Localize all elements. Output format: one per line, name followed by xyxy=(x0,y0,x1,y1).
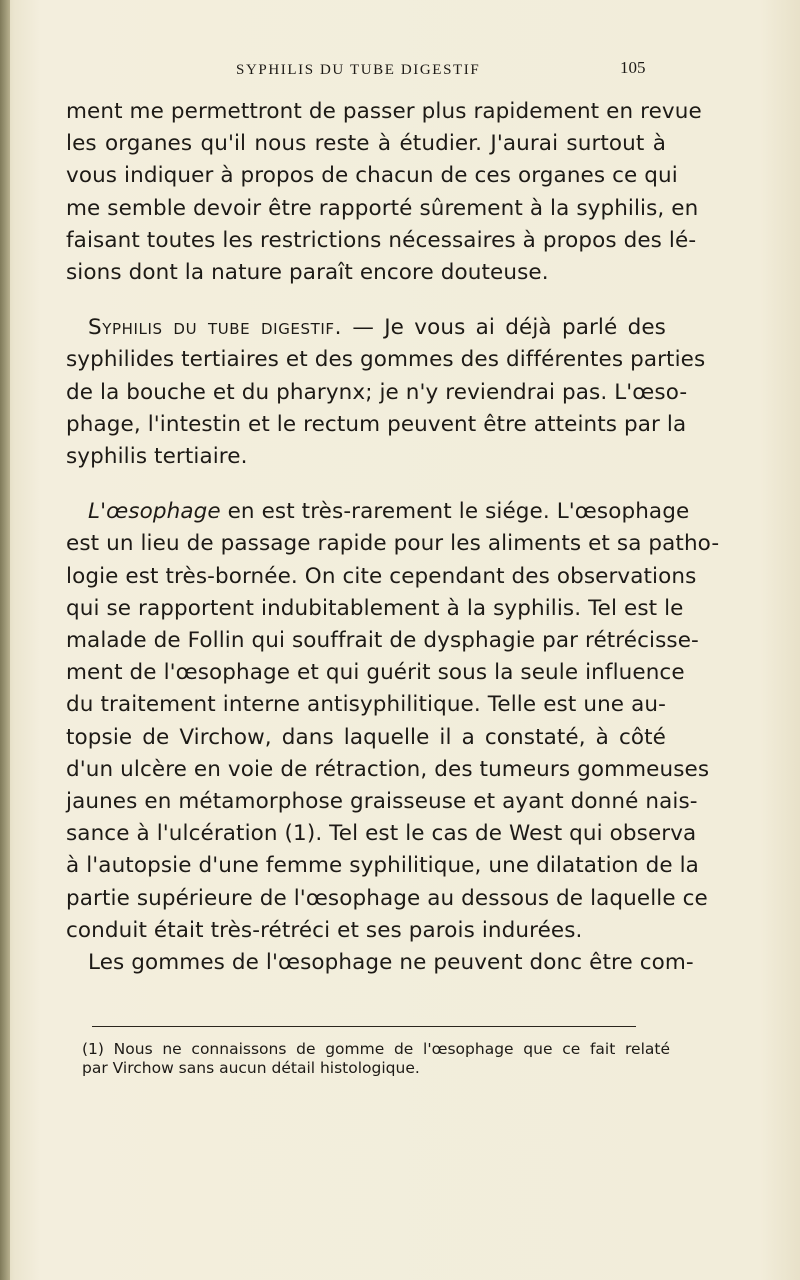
page-binding-edge xyxy=(0,0,10,1280)
text-line: ment de l'œsophage et qui guérit sous la seule influence xyxy=(66,660,685,686)
text-line: vous indiquer à propos de chacun de ces organes ce qui xyxy=(66,163,678,189)
footnote xyxy=(82,1040,670,1078)
text-line: syphilides tertiaires et des gommes des différentes parties xyxy=(66,347,706,373)
text-line: sions dont la nature paraît encore douteuse. xyxy=(66,260,549,286)
paragraph-1 xyxy=(66,96,702,289)
section-heading: Syphilis du tube digestif. xyxy=(88,315,343,341)
text-line: les organes qu'il nous reste à étudier. J'aurai surtout à xyxy=(66,131,666,157)
text-line: du traitement interne antisyphilitique. Telle est une au- xyxy=(66,692,666,718)
text-line: sance à l'ulcération (1). Tel est le cas de West qui observa xyxy=(66,821,697,847)
heading-line-rest: — Je vous ai déjà parlé des xyxy=(342,315,666,341)
text-line: partie supérieure de l'œsophage au dessous de laquelle ce xyxy=(66,885,708,911)
text-line: conduit était très-rétréci et ses parois indurées. xyxy=(66,917,583,943)
footnote-line: par Virchow sans aucun détail histologique. xyxy=(82,1059,420,1077)
body-text xyxy=(66,96,720,979)
page-number: 105 xyxy=(620,58,646,77)
text-line: ment me permettront de passer plus rapidement en revue xyxy=(66,99,702,124)
paragraph-2 xyxy=(66,312,706,473)
paragraph-3 xyxy=(66,496,720,947)
text-line: est un lieu de passage rapide pour les aliments et sa patho- xyxy=(66,531,720,557)
text-line: jaunes en métamorphose graisseuse et ayant donné nais- xyxy=(66,789,698,815)
text-line: syphilis tertiaire. xyxy=(66,444,248,470)
text-line: qui se rapportent indubitablement à la syphilis. Tel est le xyxy=(66,595,684,621)
text-line: faisant toutes les restrictions nécessaires à propos des lé- xyxy=(66,227,697,253)
text-line: phage, l'intestin et le rectum peuvent être atteints par la xyxy=(66,411,687,437)
text-line xyxy=(66,312,666,344)
text-line: d'un ulcère en voie de rétraction, des tumeurs gommeuses xyxy=(66,756,710,782)
text-line xyxy=(66,496,690,528)
italic-term: L'œsophage xyxy=(88,499,221,525)
running-head: SYPHILIS DU TUBE DIGESTIF xyxy=(236,62,481,78)
text-line: malade de Follin qui souffrait de dysphagie par rétrécisse- xyxy=(66,628,699,654)
text-line: à l'autopsie d'une femme syphilitique, une dilatation de la xyxy=(66,853,699,879)
text-line: de la bouche et du pharynx; je n'y reviendrai pas. L'œso- xyxy=(66,379,688,405)
footnote-rule xyxy=(92,1026,636,1027)
text-line: Les gommes de l'œsophage ne peuvent donc être com- xyxy=(88,950,694,976)
text-line: logie est très-bornée. On cite cependant des observations xyxy=(66,563,697,589)
text-line: topsie de Virchow, dans laquelle il a constaté, à côté xyxy=(66,724,666,750)
footnote-line: (1) Nous ne connaissons de gomme de l'œsophage que ce fait relaté xyxy=(82,1040,670,1058)
paragraph-4 xyxy=(66,947,694,979)
term-line-rest: en est très-rarement le siége. L'œsophage xyxy=(220,499,690,525)
text-line: me semble devoir être rapporté sûrement à la syphilis, en xyxy=(66,195,699,221)
